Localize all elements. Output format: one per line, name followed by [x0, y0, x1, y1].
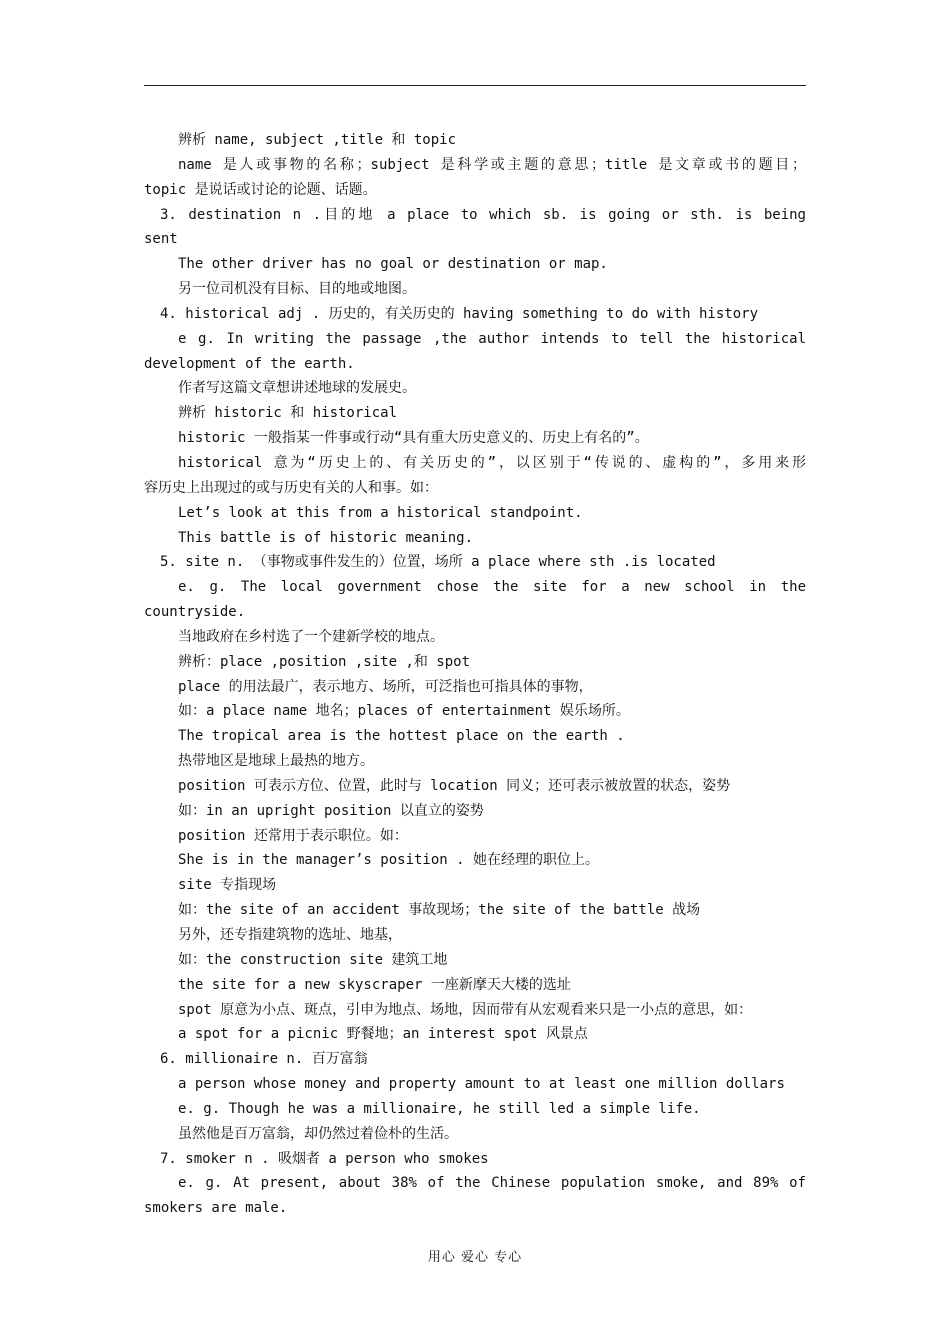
text-line: topic 是说话或讨论的论题、话题。	[144, 181, 377, 198]
text-line: smokers are male.	[144, 1200, 288, 1217]
text-line: spot 原意为小点、斑点，引申为地点、场地，因而带有从宏观看来只是一小点的意思，如：	[178, 1001, 753, 1018]
text-line: position 还常用于表示职位。如：	[178, 827, 408, 844]
text-line: 辨析 name, subject ,title 和 topic	[178, 132, 457, 148]
text-line: name 是人或事物的名称；subject 是科学或主题的意思；title 是文章或书的题目；	[178, 156, 806, 173]
text-line: historical 意为“历史上的、有关历史的”，以区别于“传说的、虚构的”，多用来形	[178, 454, 806, 471]
text-line: a spot for a picnic 野餐地；an interest spot 风景点	[178, 1026, 588, 1043]
text-line: 作者写这篇文章想讲述地球的发展史。	[178, 380, 416, 397]
text-line: sent	[144, 231, 178, 248]
text-line: 如：a place name 地名；places of entertainment 娱乐场所。	[178, 703, 630, 720]
text-line: 3. destination n .目的地 a place to which sb. is going or sth. is being	[160, 206, 806, 223]
text-line: e g. In writing the passage ,the author intends to tell the historical	[178, 330, 806, 347]
text-line: 7. smoker n . 吸烟者 a person who smokes	[160, 1150, 489, 1167]
text-line: position 可表示方位、位置，此时与 location 同义；还可表示被放置的状态，姿势	[178, 777, 731, 794]
text-line: Let’s look at this from a historical standpoint.	[178, 504, 583, 521]
text-line: 如：in an upright position 以直立的姿势	[178, 802, 484, 819]
text-line: a person whose money and property amount to at least one million dollars	[178, 1076, 785, 1093]
text-line: 如：the site of an accident 事故现场；the site of the battle 战场	[178, 902, 701, 919]
text-line: 当地政府在乡村选了一个建新学校的地点。	[178, 628, 444, 645]
text-line: 容历史上出现过的或与历史有关的人和事。如：	[144, 479, 438, 496]
text-line: The tropical area is the hottest place on the earth .	[178, 728, 625, 745]
text-line: 虽然他是百万富翁，却仍然过着俭朴的生活。	[178, 1125, 458, 1142]
text-line: This battle is of historic meaning.	[178, 529, 474, 546]
document-body	[144, 128, 806, 1221]
text-line: historic 一般指某一件事或行动“具有重大历史意义的、历史上有名的”。	[178, 430, 649, 447]
text-line: She is in the manager’s position . 她在经理的职位上。	[178, 852, 600, 869]
page-footer: 用心 爱心 专心	[427, 1250, 523, 1265]
text-line: The other driver has no goal or destination or map.	[178, 256, 608, 273]
text-line: 另外，还专指建筑物的选址、地基，	[178, 927, 402, 943]
text-line: countryside.	[144, 604, 246, 621]
text-line: 另一位司机没有目标、目的地或地图。	[178, 281, 416, 298]
text-line: 如：the construction site 建筑工地	[178, 951, 448, 968]
text-line: 6. millionaire n. 百万富翁	[160, 1051, 368, 1068]
text-line: 4. historical adj . 历史的，有关历史的 having something to do with history	[160, 305, 759, 322]
text-line: e. g. At present, about 38% of the Chinese population smoke, and 89% of	[178, 1175, 806, 1192]
text-line: site 专指现场	[178, 877, 277, 894]
text-line: e. g. The local government chose the site for a new school in the	[178, 579, 806, 596]
text-line: 5. site n. （事物或事件发生的）位置，场所 a place where sth .is located	[160, 554, 716, 571]
text-line: place 的用法最广，表示地方、场所，可泛指也可指具体的事物，	[178, 678, 593, 695]
text-line: 辨析 historic 和 historical	[178, 405, 398, 422]
text-line: e. g. Though he was a millionaire, he still led a simple life.	[178, 1100, 701, 1117]
text-line: 辨析：place ,position ,site ,和 spot	[178, 653, 471, 670]
header-rule	[144, 85, 806, 86]
text-line: the site for a new skyscraper 一座新摩天大楼的选址	[178, 976, 571, 993]
text-line: 热带地区是地球上最热的地方。	[178, 753, 374, 770]
text-line: development of the earth.	[144, 355, 355, 372]
